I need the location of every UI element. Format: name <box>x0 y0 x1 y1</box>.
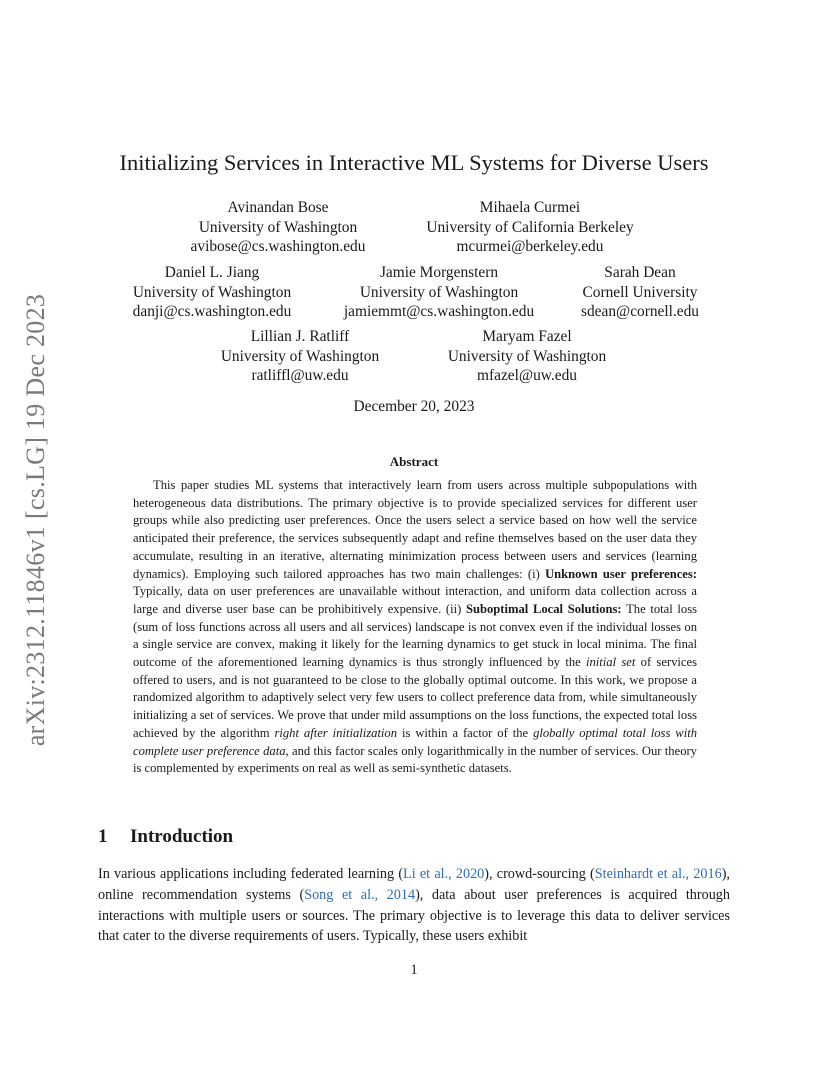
abstract-italic-term: globally optimal total loss with complete user preference data <box>133 725 697 758</box>
citation-link[interactable]: Li et al., 2020 <box>403 866 485 882</box>
author-name: Maryam Fazel <box>482 328 572 345</box>
abstract-heading: Abstract <box>389 454 439 469</box>
section-number: 1 <box>98 826 108 847</box>
author-block <box>344 263 534 322</box>
citation-link[interactable]: Steinhardt et al., 2016 <box>594 866 722 882</box>
citation-link[interactable]: Song et al., 2014 <box>304 886 416 903</box>
author-email: sdean@cornell.edu <box>580 303 700 320</box>
author-name: Jamie Morgenstern <box>379 264 499 281</box>
author-block <box>448 327 606 386</box>
intro-text-segment: ), crowd-sourcing ( <box>484 866 595 882</box>
intro-text-segment: In various applications including federated learning ( <box>98 866 404 882</box>
abstract-text-segment: The total loss (sum of loss functions across all users and all services) landscape is not convex even if the individual losses on a single service are convex, making it likely for the learning dynamics to get stuck in local minima. The final outcome of the aforementioned learning dynamics is thus strongly influenced by the <box>133 601 698 670</box>
publication-date: December 20, 2023 <box>353 398 475 415</box>
author-block <box>221 327 379 386</box>
author-affiliation: University of California Berkeley <box>426 218 634 236</box>
author-email: danji@cs.washington.edu <box>132 303 292 320</box>
abstract-italic-term: initial set <box>586 655 636 670</box>
author-name: Sarah Dean <box>604 264 676 281</box>
author-affiliation: University of Washington <box>198 218 358 236</box>
paper-title: Initializing Services in Interactive ML Systems for Diverse Users <box>119 150 709 175</box>
author-name: Mihaela Curmei <box>479 199 581 216</box>
abstract-text-segment: Typically, data on user preferences are unavailable without interaction, and uniform data collection across a large and diverse user base can be prohibitively expensive. (ii) <box>133 584 697 616</box>
author-name: Daniel L. Jiang <box>164 264 260 281</box>
arxiv-identifier-stamp: arXiv:2312.11846v1 [cs.LG] 19 Dec 2023 <box>21 293 50 747</box>
abstract-bold-term: Suboptimal Local Solutions: <box>465 601 622 616</box>
author-affiliation: University of Washington <box>220 347 380 365</box>
author-affiliation: University of Washington <box>132 283 292 301</box>
author-email: mfazel@uw.edu <box>477 367 577 384</box>
author-email: avibose@cs.washington.edu <box>190 238 366 255</box>
section-heading <box>98 826 233 848</box>
author-block <box>133 263 292 322</box>
author-email: jamiemmt@cs.washington.edu <box>343 303 535 320</box>
abstract-text-segment: of services offered to users, and is not guaranteed to be close to the globally optimal outcome. In this work, we propose a randomized algorithm to adaptively select very few users to collect preference data from, while simultaneously initializing a set of services. We prove that under mild assumptions on the loss functions, the expected total loss achieved by the algorithm <box>133 655 697 740</box>
author-affiliation: University of Washington <box>447 347 607 365</box>
author-affiliation: University of Washington <box>359 283 519 301</box>
author-name: Lillian J. Ratliff <box>250 328 350 345</box>
author-email: ratliffl@uw.edu <box>251 367 349 384</box>
abstract-text-segment: This paper studies ML systems that interactively learn from users across multiple subpopulations with heterogeneous data distributions. The primary objective is to provide specialized services for different user groups while also predicting user preferences. Once the users select a service based on how well the service anticipated their preference, the services subsequently adapt and refine themselves based on the user data they accumulate, resulting in an iterative, alternating minimization process between users and services (learning dynamics). Employing such tailored approaches has two main challenges: (i) <box>133 478 697 581</box>
page-number: 1 <box>410 962 418 978</box>
author-name: Avinandan Bose <box>227 199 329 216</box>
author-affiliation: Cornell University <box>582 283 698 301</box>
intro-text-segment: ), data about user preferences is acquired through interactions with multiple users or sources. The primary objective is to leverage this data to deliver services that cater to the diverse requirements of users. Typically, these users exhibit <box>98 886 730 945</box>
author-block <box>581 263 699 322</box>
abstract-text-segment: , and this factor scales only logarithmically in the number of services. Our theory is complemented by experiments on real as well as semi-synthetic datasets. <box>133 743 697 776</box>
author-block <box>191 198 366 257</box>
author-block <box>426 198 633 257</box>
abstract-text-segment: is within a factor of the <box>397 725 534 740</box>
section-title: Introduction <box>130 826 234 847</box>
abstract-italic-term: right after initialization <box>274 725 398 740</box>
introduction-paragraph <box>98 864 730 947</box>
abstract-bold-term: Unknown user preferences: <box>545 566 697 581</box>
intro-text-segment: ), online recommendation systems ( <box>98 866 730 903</box>
author-email: mcurmei@berkeley.edu <box>456 238 604 255</box>
abstract-text <box>133 477 697 778</box>
